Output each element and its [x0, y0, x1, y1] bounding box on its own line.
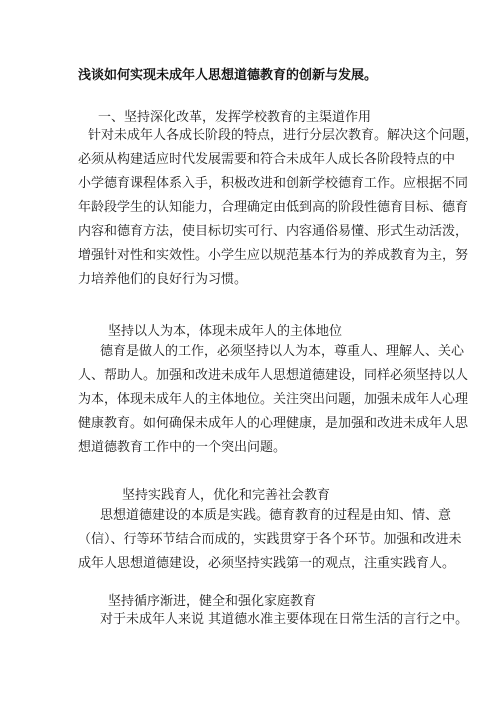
section-paragraph-1 — [78, 124, 479, 292]
section-paragraph-4 — [78, 608, 469, 632]
paragraph-line: 为本，体现未成年人的主体地位。关注突出问题，加强未成年人心理 — [78, 392, 469, 407]
paragraph-line: 人、帮助人。加强和改进未成年人思想道德建设，同样必须坚持以人 — [78, 368, 469, 383]
paragraph-line: 成年人思想道德建设，必须坚持实践第一的观点，注重实践育人。 — [78, 556, 456, 571]
section-heading-1: 一、坚持深化改革，发挥学校教育的主渠道作用 — [98, 110, 372, 125]
section-heading-2: 坚持以人为本，体现未成年人的主体地位 — [108, 324, 343, 339]
paragraph-line: （信）、行等环节结合而成的，实践贯穿于各个环节。加强和改进未 — [78, 532, 462, 547]
paragraph-line: 德育是做人的工作，必须坚持以人为本，尊重人、理解人、关心 — [100, 344, 465, 359]
paragraph-line: 力培养他们的良好行为习惯。 — [78, 272, 248, 287]
paragraph-line: 必须从构建适应时代发展需要和符合未成年人成长各阶段特点的中 — [78, 152, 456, 167]
section-heading-3: 坚持实践育人，优化和完善社会教育 — [122, 488, 331, 503]
document-title: 浅谈如何实现未成年人思想道德教育的创新与发展。 — [78, 68, 378, 83]
section-paragraph-2 — [78, 340, 469, 460]
paragraph-line: 年龄段学生的认知能力，合理确定由低到高的阶段性德育目标、德育 — [78, 200, 469, 215]
paragraph-line: 增强针对性和实效性。小学生应以规范基本行为的养成教育为主，努 — [78, 248, 469, 263]
paragraph-line: 内容和德育方法，使目标切实可行、内容通俗易懂、形式生动活泼， — [78, 224, 469, 239]
section-heading-4: 坚持循序渐进，健全和强化家庭教育 — [108, 594, 317, 609]
paragraph-line: 小学德育课程体系入手，积极改进和创新学校德育工作。应根据不同 — [78, 176, 469, 191]
section-paragraph-3 — [78, 504, 462, 576]
paragraph-line: 健康教育。如何确保未成年人的心理健康，是加强和改进未成年人思 — [78, 416, 469, 431]
paragraph-line: 针对未成年人各成长阶段的特点，进行分层次教育。解决这个问题， — [88, 128, 479, 143]
paragraph-line: 对于未成年人来说 其道德水准主要体现在日常生活的言行之中。 — [100, 612, 469, 627]
paragraph-line: 想道德教育工作中的一个突出问题。 — [78, 440, 287, 455]
paragraph-line: 思想道德建设的本质是实践。德育教育的过程是由知、情、意 — [100, 508, 452, 523]
